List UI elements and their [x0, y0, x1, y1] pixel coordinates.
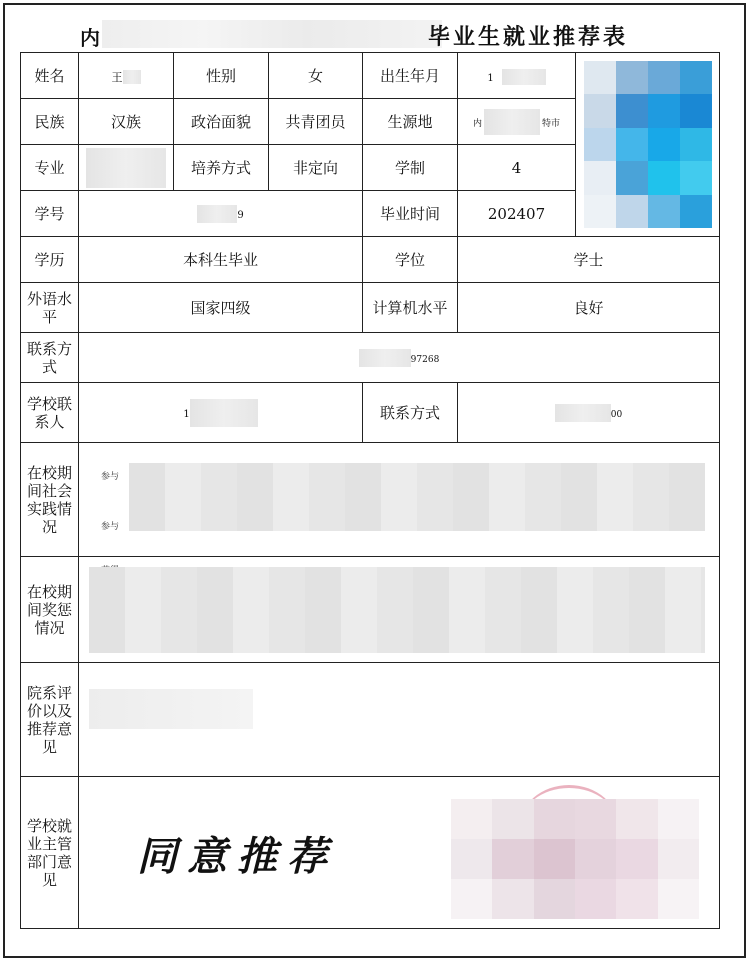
redacted-dept-opinion: [89, 689, 253, 729]
label-name: 姓名: [21, 53, 79, 99]
value-awards: [79, 557, 720, 663]
mosaic-tile: [616, 799, 657, 839]
value-training: 非定向: [269, 145, 363, 191]
mosaic-tile: [680, 128, 712, 162]
mosaic-tile: [658, 879, 699, 919]
mosaic-tile: [648, 128, 680, 162]
value-birth: 1: [458, 53, 576, 99]
label-dept-opinion: 院系评价以及推荐意见: [21, 663, 79, 777]
mosaic-tile: [492, 879, 533, 919]
practice-line-2: 参与: [101, 522, 120, 532]
mosaic-tile: [534, 839, 575, 879]
mosaic-tile: [680, 61, 712, 95]
mosaic-tile: [575, 839, 616, 879]
mosaic-tile: [648, 195, 680, 229]
value-gender: 女: [269, 53, 363, 99]
mosaic-tile: [680, 195, 712, 229]
mosaic-tile: [575, 799, 616, 839]
label-contact2: 联系方式: [363, 383, 458, 443]
mosaic-tile: [584, 161, 616, 195]
redacted-school-name: [102, 20, 442, 48]
value-degree: 学士: [458, 237, 720, 283]
value-ethnicity: 汉族: [79, 99, 174, 145]
handwritten-approval: 同意推荐: [137, 833, 337, 880]
mosaic-tile: [534, 799, 575, 839]
mosaic-tile: [584, 61, 616, 95]
mosaic-tile: [616, 879, 657, 919]
practice-line-1: 参与: [101, 472, 120, 482]
form-title: [20, 18, 720, 52]
value-computer: 良好: [458, 283, 720, 333]
value-dept-opinion: [79, 663, 720, 777]
mosaic-tile: [584, 128, 616, 162]
mosaic-tile: [492, 839, 533, 879]
value-origin: 内 特市: [458, 99, 576, 145]
mosaic-tile: [648, 61, 680, 95]
label-awards: 在校期间奖惩情况: [21, 557, 79, 663]
mosaic-tile: [658, 839, 699, 879]
redacted-seal-area: [451, 799, 699, 919]
label-grad-time: 毕业时间: [363, 191, 458, 237]
value-contact: 97268: [79, 333, 720, 383]
mosaic-tile: [616, 94, 648, 128]
label-political: 政治面貌: [174, 99, 269, 145]
label-computer: 计算机水平: [363, 283, 458, 333]
value-foreign-lang: 国家四级: [79, 283, 363, 333]
label-degree: 学位: [363, 237, 458, 283]
mosaic-tile: [616, 61, 648, 95]
mosaic-tile: [575, 879, 616, 919]
mosaic-tile: [616, 128, 648, 162]
value-name: 王: [79, 53, 174, 99]
photo-cell: [576, 53, 720, 237]
label-gender: 性别: [174, 53, 269, 99]
label-origin: 生源地: [363, 99, 458, 145]
value-education: 本科生毕业: [79, 237, 363, 283]
mosaic-tile: [451, 799, 492, 839]
label-education: 学历: [21, 237, 79, 283]
redacted-practice: [129, 463, 705, 531]
label-major: 专业: [21, 145, 79, 191]
mosaic-tile: [534, 879, 575, 919]
mosaic-tile: [492, 799, 533, 839]
label-duration: 学制: [363, 145, 458, 191]
label-social-practice: 在校期间社会实践情况: [21, 443, 79, 557]
value-contact2: 00: [458, 383, 720, 443]
mosaic-tile: [584, 195, 616, 229]
value-student-id: 9: [79, 191, 363, 237]
mosaic-tile: [648, 161, 680, 195]
label-employment-opinion: 学校就业主管部门意见: [21, 777, 79, 929]
value-grad-time: 202407: [458, 191, 576, 237]
label-foreign-lang: 外语水平: [21, 283, 79, 333]
mosaic-tile: [658, 799, 699, 839]
mosaic-tile: [616, 839, 657, 879]
title-main: 毕业生就业推荐表: [428, 24, 629, 50]
label-ethnicity: 民族: [21, 99, 79, 145]
redacted-awards: [89, 567, 705, 653]
value-political: 共青团员: [269, 99, 363, 145]
label-birth: 出生年月: [363, 53, 458, 99]
recommendation-form-table: [20, 52, 720, 929]
mosaic-tile: [616, 195, 648, 229]
title-prefix: 内: [80, 26, 100, 50]
value-employment-opinion: [79, 777, 720, 929]
mosaic-tile: [616, 161, 648, 195]
mosaic-tile: [680, 94, 712, 128]
value-major: [79, 145, 174, 191]
mosaic-tile: [451, 879, 492, 919]
applicant-photo: [584, 61, 712, 229]
mosaic-tile: [451, 839, 492, 879]
value-school-contact: 1: [79, 383, 363, 443]
value-social-practice: [79, 443, 720, 557]
label-contact: 联系方式: [21, 333, 79, 383]
mosaic-tile: [584, 94, 616, 128]
value-duration: 4: [458, 145, 576, 191]
label-school-contact: 学校联系人: [21, 383, 79, 443]
mosaic-tile: [680, 161, 712, 195]
label-training: 培养方式: [174, 145, 269, 191]
mosaic-tile: [648, 94, 680, 128]
label-student-id: 学号: [21, 191, 79, 237]
